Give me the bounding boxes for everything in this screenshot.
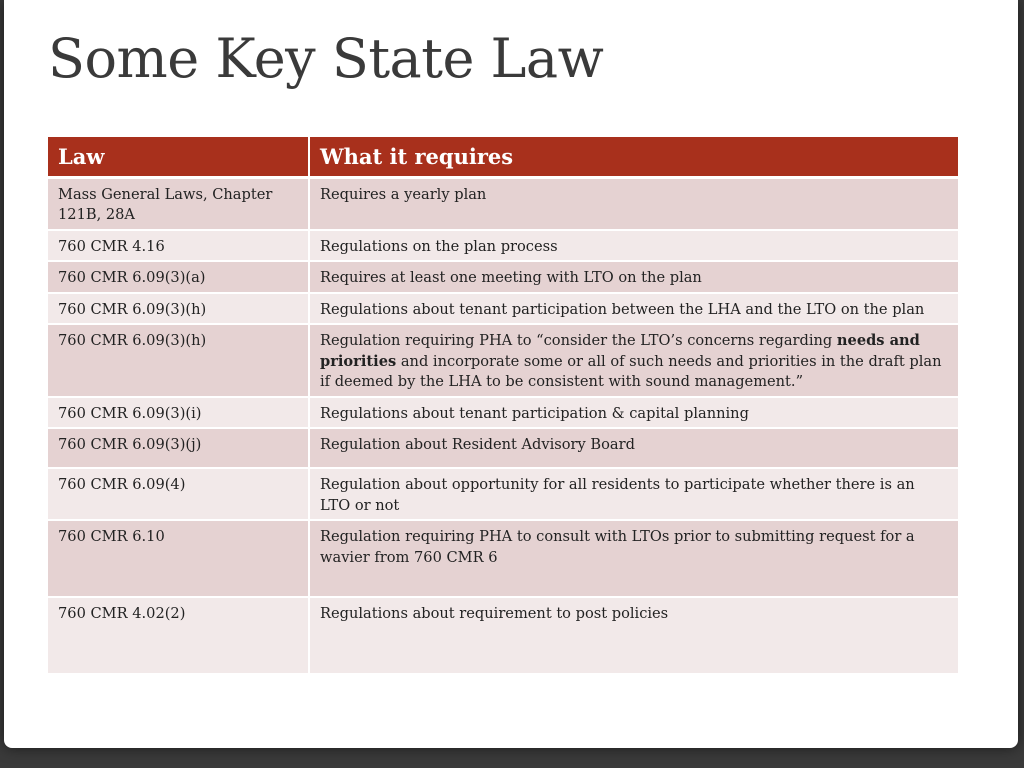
table-row [48, 468, 958, 520]
law-cell: 760 CMR 6.09(3)(i) [48, 397, 309, 429]
law-cell: 760 CMR 4.16 [48, 230, 309, 262]
table-row [48, 520, 958, 597]
table-row [48, 293, 958, 325]
requirement-cell: Regulations about tenant participation & capital planning [309, 397, 958, 429]
law-cell: Mass General Laws, Chapter 121B, 28A [48, 177, 309, 230]
table-row [48, 324, 958, 397]
law-cell: 760 CMR 6.09(3)(h) [48, 324, 309, 397]
laws-table [48, 137, 958, 675]
page-title: Some Key State Law [48, 27, 604, 90]
column-header-law: Law [48, 137, 309, 177]
requirement-cell: Requires a yearly plan [309, 177, 958, 230]
table-header-row [48, 137, 958, 177]
requirement-cell: Regulation about opportunity for all residents to participate whether there is an LTO or not [309, 468, 958, 520]
requirement-cell: Regulations about tenant participation between the LHA and the LTO on the plan [309, 293, 958, 325]
law-cell: 760 CMR 6.09(3)(j) [48, 428, 309, 468]
table-row [48, 230, 958, 262]
law-cell: 760 CMR 4.02(2) [48, 597, 309, 674]
law-cell: 760 CMR 6.09(3)(a) [48, 261, 309, 293]
requirement-cell: Regulation requiring PHA to consult with LTOs prior to submitting request for a wavier from 760 CMR 6 [309, 520, 958, 597]
table-row [48, 261, 958, 293]
requirement-text-after: and incorporate some or all of such needs and priorities in the draft plan if deemed by the LHA to be consistent with sound management.” [320, 352, 942, 390]
requirement-emphasis: needs and priorities [320, 332, 920, 370]
requirement-cell: Regulations about requirement to post policies [309, 597, 958, 674]
column-header-requirement: What it requires [309, 137, 958, 177]
table-row [48, 597, 958, 674]
table-row [48, 177, 958, 230]
requirement-cell: Requires at least one meeting with LTO on the plan [309, 261, 958, 293]
table-row [48, 428, 958, 468]
law-cell: 760 CMR 6.09(3)(h) [48, 293, 309, 325]
requirement-cell: Regulation about Resident Advisory Board [309, 428, 958, 468]
requirement-text-before: Regulation requiring PHA to “consider the LTO’s concerns regarding [320, 332, 837, 349]
table-row [48, 397, 958, 429]
requirement-cell: Regulations on the plan process [309, 230, 958, 262]
law-cell: 760 CMR 6.10 [48, 520, 309, 597]
law-cell: 760 CMR 6.09(4) [48, 468, 309, 520]
requirement-cell [309, 324, 958, 397]
